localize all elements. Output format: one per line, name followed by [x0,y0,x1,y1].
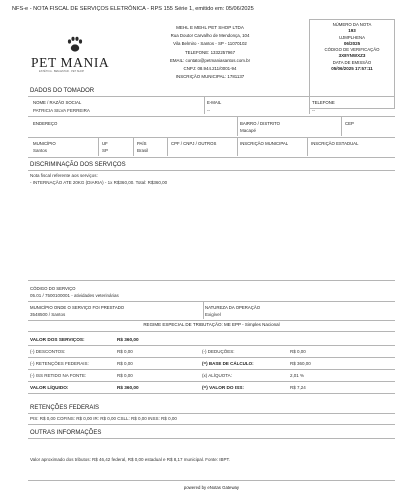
divider [28,438,395,439]
federal-retentions-value: R$ 0,00 [117,361,133,366]
federal-retentions-label: (-) RETENÇÕES FEDERAIS: [30,361,89,366]
tomador-ie-label: INSCRIÇÃO ESTADUAL [311,141,359,146]
divider [28,116,395,117]
powered-by: powered by eNotas Gateway [183,485,240,490]
calculation-base-value: R$ 360,00 [290,361,311,366]
tomador-cpf-label: CPF / CNPJ / OUTROS [171,141,217,146]
tomador-name: PATRICIA SILVA FERREIRA [33,108,90,113]
note-number: 193 [348,28,356,34]
divider [28,157,395,158]
divider [28,357,395,358]
divider [98,138,99,156]
service-municipality-label: MUNICÍPIO ONDE O SERVIÇO FOI PRESTADO [30,305,125,310]
logo-brand: PET MANIA [31,55,110,70]
other-info-section-title: OUTRAS INFORMAÇÕES [30,430,102,436]
divider [28,96,395,97]
tomador-phone-label: TELEFONE [312,100,335,105]
divider [28,393,395,394]
net-value: R$ 360,00 [117,385,139,390]
tomador-email-label: E-MAIL [207,100,222,105]
tomador-district: Macapé [240,128,257,133]
services-intro: Nota fiscal referente aos serviços: [30,173,98,178]
tomador-email: -- [207,108,210,113]
issuer-address-line2: Vila Belmiro - Santos - SP - 11070102 [173,41,247,47]
divider [28,480,395,481]
paw-icon [28,30,112,56]
issue-date-label: DATA DE EMISSÃO [332,59,372,65]
divider [167,138,168,156]
logo-tagline: ESTÉTICA · BEM-ESTAR · PET SHOP [39,70,85,73]
net-value-label: VALOR LÍQUIDO: [30,385,69,390]
tomador-city-label: MUNICÍPIO [33,141,56,146]
divider [28,345,395,346]
total-services-value: R$ 360,00 [117,337,139,342]
divider [28,381,395,382]
divider [237,117,238,136]
issuer-email: EMAIL: contato@petmaniasantos.com.br [169,57,251,63]
issuer-municipal-registration: INSCRIÇÃO MUNICIPAL: 1781137 [175,74,245,80]
deductions-value: R$ 0,00 [290,349,306,354]
operation-nature-label: NATUREZA DA OPERAÇÃO [205,305,261,310]
total-services-label: VALOR DOS SERVIÇOS: [30,337,85,342]
divider [28,413,395,414]
issuer-address-line1: Rua Doutor Carvalho de Mendonça, 104 [170,33,250,39]
divider [309,97,310,114]
services-section-title: DISCRIMINAÇÃO DOS SERVIÇOS [30,162,126,168]
divider [28,170,395,171]
service-municipality: 3548500 / Santos [30,312,66,317]
service-code-label: CÓDIGO DO SERVIÇO [30,286,76,291]
divider [28,280,395,281]
note-number-label: NÚMERO DA NOTA [332,22,372,27]
note-date: 06/2025 [343,40,361,46]
retentions-values: PIS: R$ 0,00 COFINS: R$ 0,00 IR: R$ 0,00 CSLL: R$ 0,00 INSS: R$ 0,00 [30,416,177,421]
issuer-block [120,24,300,81]
other-info-text: Valor aproximado dos tributos: R$ 46,42 federal, R$ 0,00 estadual e R$ 8,17 municipal. Fonte: IBPT. [30,457,231,462]
discounts-label: (-) DESCONTOS: [30,349,66,354]
tax-regime: REGIME ESPECIAL DE TRIBUTAÇÃO: ME EPP - Simples Nacional [143,322,280,327]
service-code: 05.01 / 7500100001 - atividades veterinárias [30,293,119,298]
document-title: NFS-e - NOTA FISCAL DE SERVIÇOS ELETRÔNICA - RPS 155 Série 1, emitido em: 05/06/2025 [12,6,254,12]
company-logo [28,30,112,78]
divider [133,138,134,156]
issuer-name: MEHL E MEHL PET SHOP LTDA [176,25,244,30]
tomador-im-label: INSCRIÇÃO MUNICIPAL [240,141,289,146]
tomador-city: Santos [33,148,48,153]
issuer-cnpj: CNPJ: 08.944.211/0001-94 [183,66,237,72]
divider [28,331,395,332]
divider [28,137,395,138]
tomador-country: Brasil [137,148,149,153]
calculation-base-label: (=) BASE DE CÁLCULO: [202,361,254,366]
aliquota-label: (x) ALÍQUOTA: [202,373,232,378]
services-item: - INTERNAÇÃO ATE 20KG (DIARIA) - 1x R$360,00. Total: R$360,00 [30,180,168,185]
divider [341,117,342,136]
tomador-district-label: BAIRRO / DISTRITO [240,121,281,126]
iss-value-label: (=) VALOR DO ISS: [202,385,244,390]
issuer-phone: TELEFONE: 1332257967 [184,49,236,55]
retentions-section-title: RETENÇÕES FEDERAIS [30,405,100,411]
divider [204,97,205,114]
divider [28,320,395,321]
divider [28,424,395,425]
verification-code-label: CÓDIGO DE VERIFICAÇÃO [324,47,380,53]
note-info [309,22,395,72]
operation-nature: Exigível [205,312,221,317]
divider [307,138,308,156]
tomador-uf: SP [102,148,109,153]
verification-code: 3X8YNWXZ3 [338,53,366,59]
tomador-section-title: DADOS DO TOMADOR [30,88,95,94]
divider [203,302,204,319]
tomador-address-label: ENDEREÇO [33,121,58,126]
iss-value: R$ 7,24 [290,385,306,390]
iss-retained-value: R$ 0,00 [117,373,133,378]
tomador-name-label: NOME / RAZÃO SOCIAL [33,100,82,105]
tomador-country-label: PAÍS [137,141,147,146]
divider [237,138,238,156]
aliquota-value: 2,01 % [290,373,305,378]
deductions-label: (-) DEDUÇÕES: [202,349,235,354]
divider [28,301,395,302]
tomador-phone: -- [312,108,315,113]
iss-retained-label: (-) ISS RETIDO NA FONTE: [30,373,87,378]
note-code: UJMPLHENA [338,34,366,40]
tomador-uf-label: UF [102,141,108,146]
divider [28,369,395,370]
issue-datetime: 05/06/2025 17:57:11 [331,66,373,72]
tomador-cep-label: CEP [345,121,354,126]
discounts-value: R$ 0,00 [117,349,133,354]
